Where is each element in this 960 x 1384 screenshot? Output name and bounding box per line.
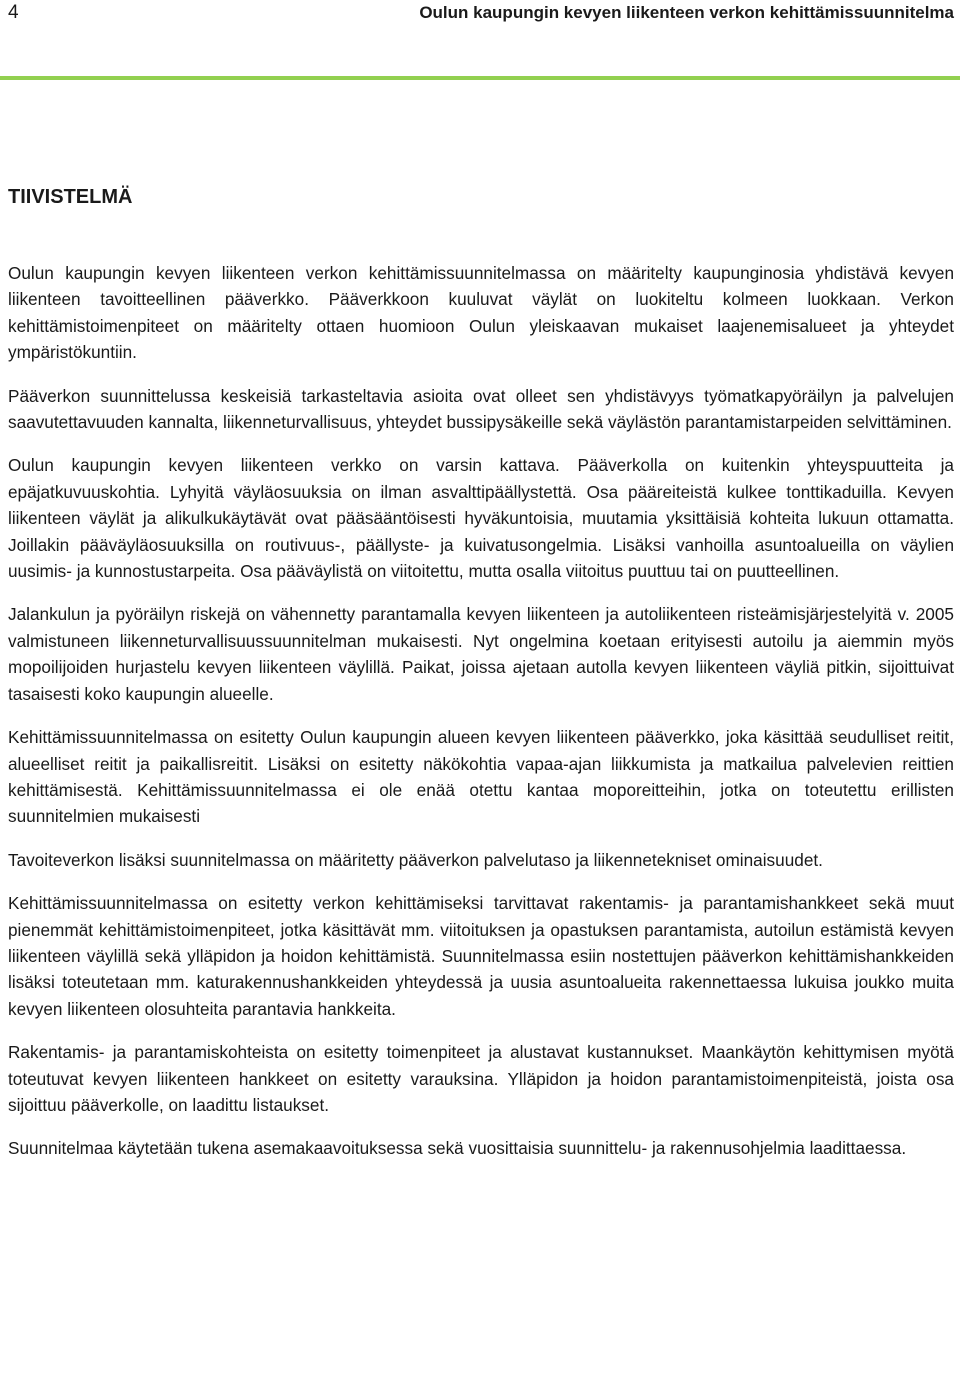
paragraph: Oulun kaupungin kevyen liikenteen verkon kehittämissuunnitelmassa on määritelty kaupunginosia yhdistävä kevyen liikenteen tavoitteellinen pääverkko. Pääverkkoon kuuluvat väylät on luokiteltu kolmeen luokkaan. Verkon kehittämistoimenpiteet on määritelty ottaen huomioon Oulun yleiskaavan mukaiset laajenemisalueet ja yhteydet ympäristökuntiin.	[8, 263, 954, 363]
paragraph: Tavoiteverkon lisäksi suunnitelmassa on määritetty pääverkon palvelutaso ja liikennetekniset ominaisuudet.	[8, 849, 823, 870]
header-rule	[0, 76, 960, 80]
paragraph: Oulun kaupungin kevyen liikenteen verkko on varsin kattava. Pääverkolla on kuitenkin yhteyspuutteita ja epäjatkuvuuskohtia. Lyhyitä väyläosuuksia on ilman asvalttipäällystettä. Osa pääreiteistä kulkee tonttikaduilla. Kevyen liikenteen väylät ja alikulkukäytävät ovat pääsääntöisesti hyväkuntoisia, muutamia yksittäisiä kohteita lukuun ottamatta. Joillakin pääväyläosuuksilla on routivuus-, päällyste- ja kuivatusongelmia. Lisäksi vanhoilla asuntoalueilla on väylien uusimis- ja kunnostustarpeita. Osa pääväylistä on viitoitettu, mutta osalla viitoitus puuttuu tai on puutteellinen.	[8, 455, 954, 582]
paragraph: Pääverkon suunnittelussa keskeisiä tarkasteltavia asioita ovat olleet sen yhdistävyys työmatkapyöräilyn ja palvelujen saavutettavuuden kannalta, liikenneturvallisuus, yhteydet bussipysäkeille sekä väylästön parantamistarpeiden selvittäminen.	[8, 385, 954, 433]
paragraph: Suunnitelmaa käytetään tukena asemakaavoituksessa sekä vuosittaisia suunnittelu- ja rakennusohjelmia laadittaessa.	[8, 1138, 907, 1159]
running-title: Oulun kaupungin kevyen liikenteen verkon kehittämissuunnitelma	[419, 3, 954, 22]
page-header	[0, 0, 960, 30]
paragraph: Kehittämissuunnitelmassa on esitetty Oulun kaupungin alueen kevyen liikenteen pääverkko, joka käsittää seudulliset reitit, alueelliset reitit ja paikallisreitit. Lisäksi on esitetty näkökohtia vapaa-ajan liikkumista ja matkailua palvelevien reittien kehittämisestä. Kehittämissuunnitelmassa ei ole enää otettu kantaa moporeitteihin, jotka on toteutettu erillisten suunnitelmien mukaisesti	[8, 727, 954, 827]
paragraph: Rakentamis- ja parantamiskohteista on esitetty toimenpiteet ja alustavat kustannukset. Maankäytön kehittymisen myötä toteutuvat kevyen liikenteen hankkeet on esitetty varauksina. Ylläpidon ja hoidon parantamistoimenpiteistä, joista osa sijoittuu pääverkolle, on laadittu listaukset.	[8, 1042, 954, 1115]
page-number: 4	[8, 2, 19, 23]
paragraph: Jalankulun ja pyöräilyn riskejä on vähennetty parantamalla kevyen liikenteen ja autoliikenteen risteämisjärjestelyitä v. 2005 valmistuneen liikenneturvallisuussuunnitelman mukaisesti. Nyt ongelmina koetaan erityisesti autoilu ja aiemmin myös mopoilijoiden hurjastelu kevyen liikenteen väylillä. Paikat, joissa ajetaan autolla kevyen liikenteen väyliä pitkin, sijoittuivat tasaisesti koko kaupungin alueelle.	[8, 604, 954, 704]
paragraph: Kehittämissuunnitelmassa on esitetty verkon kehittämiseksi tarvittavat rakentamis- ja parantamishankkeet sekä muut pienemmät kehittämistoimenpiteet, jotka käsittävät mm. viitoituksen ja opastuksen parantamista, autoilun estämistä kevyen liikenteen väylillä sekä ylläpidon ja hoidon kehittämistä. Suunnitelmassa esiin nostettujen pääverkon kehittämishankkeiden lisäksi toteutetaan mm. katurakennushankkeiden yhteydessä ja uusia asuntoalueita rakennettaessa lukuisa joukko muita kevyen liikenteen olosuhteita parantavia hankkeita.	[8, 893, 954, 1019]
document-body	[8, 260, 954, 1179]
section-title: TIIVISTELMÄ	[8, 186, 133, 208]
